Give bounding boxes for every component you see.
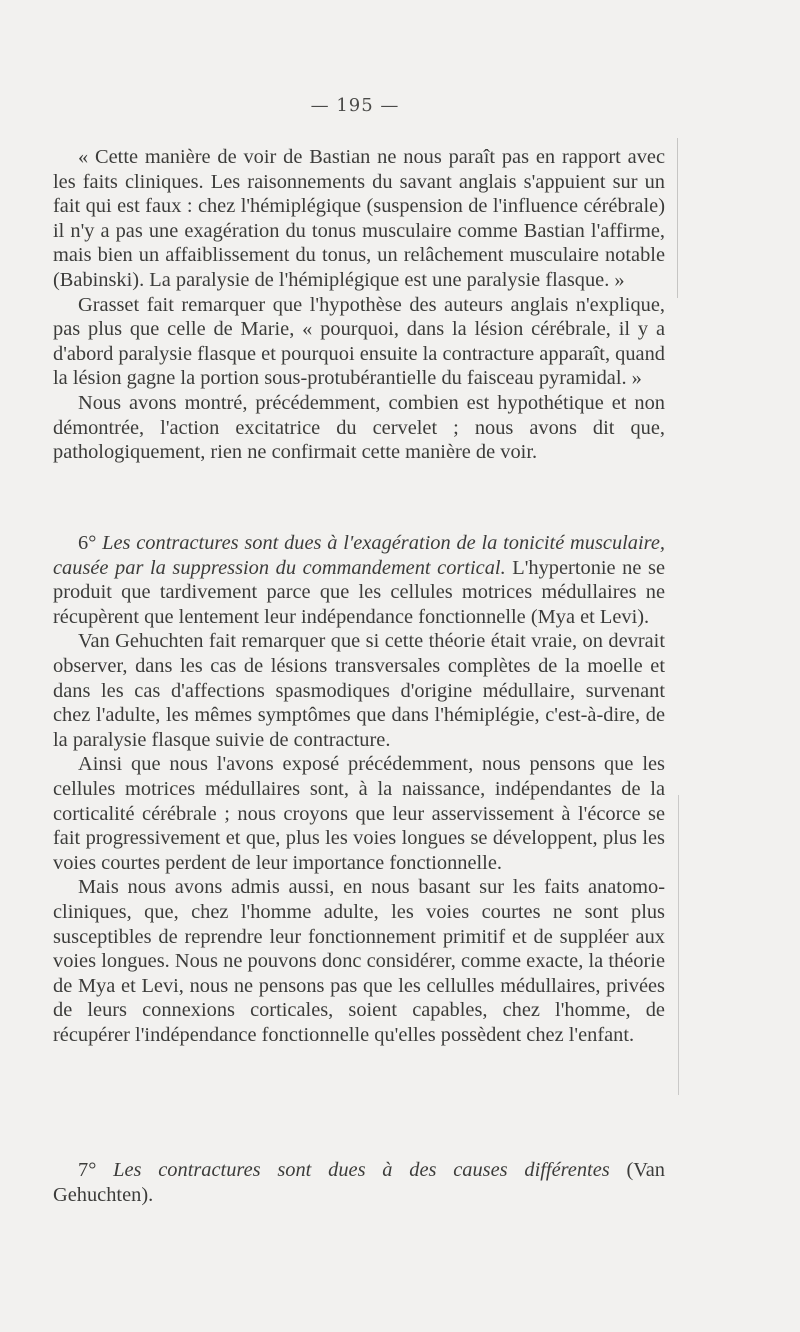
section-number: 6°: [78, 532, 103, 554]
margin-mark: [677, 138, 678, 298]
section-6-paragraph: [53, 531, 665, 629]
page-number: — 195 —: [310, 95, 400, 116]
paragraph: Nous avons montré, précédemment, combien est hypothétique et non démontrée, l'action excitatrice du cervelet ; nous avons dit que, pathologiquement, rien ne confirmait cette manière de voir.: [53, 391, 665, 464]
paragraph: Grasset fait remarquer que l'hypothèse des auteurs anglais n'explique, pas plus que celle de Marie, « pourquoi, dans la lésion cérébrale, il y a d'abord paralysie flasque et pourquoi ensuite la contracture apparaît, quand la lésion gagne la portion sous-protubérantielle du faisceau pyramidal. »: [53, 293, 665, 390]
paragraph: « Cette manière de voir de Bastian ne nous paraît pas en rapport avec les faits cliniques. Les raisonnements du savant anglais s'appuient sur un fait qui est faux : chez l'hémiplégique (suspension de l'influence cérébrale) il n'y a pas une exagération du tonus musculaire comme Bastian l'affirme, mais bien un affaiblissement du tonus, un relâchement musculaire notable (Babinski). La paralysie de l'hémiplégique est une paralysie flasque. »: [53, 146, 665, 291]
section-heading: Les contractures sont dues à l'exagération de la tonicité musculaire, causée par la suppression du commandement cortical.: [53, 532, 665, 579]
section-heading: Les contractures sont dues à des causes différentes: [113, 1159, 627, 1181]
section-text: L'hypertonie ne se produit que tardivement parce que les cellules motrices médullaires ne récupèrent que lentement leur indépendance fonctionnelle (Mya et Levi).: [53, 556, 665, 628]
margin-mark: [678, 795, 679, 1095]
text-block-middle: [53, 531, 665, 1047]
paragraph: Mais nous avons admis aussi, en nous basant sur les faits anatomo-cliniques, que, chez l'homme adulte, les voies courtes ne sont plus susceptibles de reprendre leur fonctionnement primitif et de suppléer aux voies longues. Nous ne pouvons donc considérer, comme exacte, la théorie de Mya et Levi, nous ne pensons pas que les cellulles médullaires, privées de leurs connexions corticales, soient capables, chez l'homme, de récupérer l'indépendance fonctionnelle qu'elles possèdent chez l'enfant.: [53, 876, 665, 1046]
paragraph: Ainsi que nous l'avons exposé précédemment, nous pensons que les cellules motrices médullaires sont, à la naissance, indépendantes de la corticalité cérébrale ; nous croyons que leur asservissement à l'écorce se fait progressivement et que, plus les voies longues se développent, plus les voies courtes perdent de leur importance fonctionnelle.: [53, 753, 665, 874]
section-number: 7°: [78, 1159, 114, 1181]
text-block-upper: [53, 145, 665, 465]
section-text: (Van Gehuchten).: [53, 1159, 665, 1206]
section-7-paragraph: [53, 1158, 665, 1207]
paragraph: Van Gehuchten fait remarquer que si cette théorie était vraie, on devrait observer, dans les cas de lésions transversales complètes de la moelle et dans les cas d'affections spasmodiques d'origine médullaire, survenant chez l'adulte, les mêmes symptômes que dans l'hémiplégie, c'est-à-dire, de la paralysie flasque suivie de contracture.: [53, 630, 665, 751]
text-block-lower: [53, 1158, 665, 1207]
